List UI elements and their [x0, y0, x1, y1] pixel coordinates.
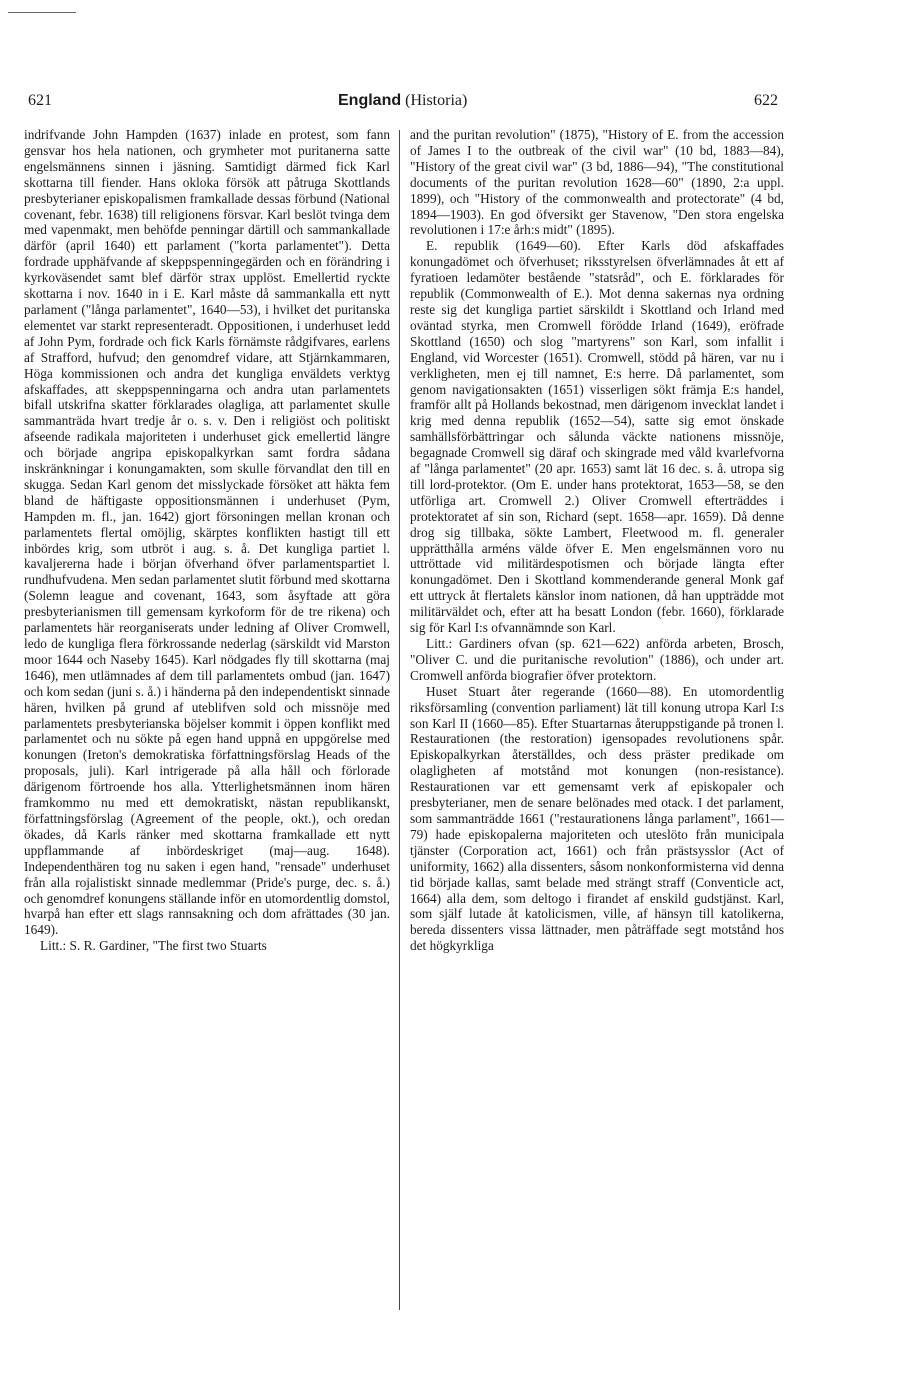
right-paragraph-stuart: Huset Stuart åter regerande (1660—88). En utomordentlig riksförsamling (convention parliament) lät till konung utropa Karl I:s son Karl II (1660—85). Efter Stuartarnas återuppstigande på tronen l. Restaurationen (the restoration) igensopades revolutionens spår. Episkopalkyrkan återställdes, och dess präster predikade om olagligheten af motstånd mot konungen (non-resistance). Restaurationen var ett gemensamt verk af episkopaler och presbyterianer, men de senare belönades med otack. I det parlament, som sammanträdde 1661 ("restaurationens långa parlament", 1661—79) hade episkopalerna majoriteten och uteslöto från municipala tjänster (Corporation act, 1661) och från prästsysslor (Act of uniformity, 1662) alla dissenters, såsom nonkonformisterna vid denna tid började kallas, samt belade med strängt straff (Conventicle act, 1664) alla dem, som deltogo i firandet af enskild gudstjänst. Karl, som själf lutade åt katolicismen, ville, af hänsyn till katolikerna, bereda dissenters vissa lättnader, men påträffade segt motstånd hos det högkyrkliga	[410, 683, 784, 954]
left-literature-paragraph: Litt.: S. R. Gardiner, "The first two Stuarts	[40, 938, 267, 954]
page-number-right: 622	[754, 92, 778, 109]
running-title-keyword: England	[338, 92, 402, 109]
running-title-sub: (Historia)	[405, 92, 468, 109]
left-column	[24, 127, 390, 954]
running-title	[338, 92, 467, 110]
right-paragraph-1: and the puritan revolution" (1875), "History of E. from the accession of James I to the outbreak of the civil war" (10 bd, 1883—84), "History of the great civil war" (3 bd, 1886—94), "The constitutional documents of the puritan revolution 1628—60" (1890, 2:a uppl. 1899), och "History of the commonwealth and protectorate" (4 bd, 1894—1903). En god öfversikt ger Stavenow, "Den stora engelska revolutionen i 17:e årh:s midt" (1895).	[410, 127, 784, 238]
right-paragraph-republic: E. republik (1649—60). Efter Karls död afskaffades konungadömet och öfverhuset; riksstyrelsen öfverlämnades åt ett af fyratioen ledamöter bestående "statsråd", och E. förklarades för republik (Commonwealth of E.). Mot denna sakernas nya ordning reste sig det kungliga partiet särskildt i Skottland och Irland med oväntad styrka, men Cromwell förödde Irland (1649), eröfrade Skottland (1650) och slog "martyrens" son Karl, som infallit i England, vid Worcester (1651). Cromwell, stödd på hären, var nu i verkligheten, men ej till namnet, E:s herre. Då parlamentet, som genom navigationsakten (1651) visserligen sökt främja E:s handel, framför allt på Hollands bekostnad, men därigenom invecklat landet i krig med denna republik (1652—54), satte sig emot önskade samhällsförbättringar och sålunda väckte nationens missnöje, begagnade Cromwell sig däraf och skingrade med våld kvarlefvorna af "långa parlamentet" (20 apr. 1653) samt lät 16 dec. s. å. utropa sig till lord-protektor. (Om E. under hans protektorat, 1653—58, se den utförliga art. Cromwell 2.) Oliver Cromwell efterträddes i protektoratet af sin son, Richard (sept. 1658—apr. 1659). Då denne drog sig tillbaka, sökte Lambert, Fleetwood m. fl. generaler upprätthålla arméns välde öfver E. Men engelsmännen voro nu uttröttade vid militärdespotismen och började längta efter konungadömet. Den i Skottland kommenderande general Monk gaf ett uttryck åt flertalets känslor inom nationen, då han uppträdde mot militärväldet och, efter att ha besatt London (febr. 1660), förklarade sig för Karl I:s ofvannämnde son Karl.	[410, 238, 784, 636]
top-rule	[8, 12, 76, 13]
page-header	[0, 92, 920, 116]
right-column	[410, 127, 784, 954]
left-main-paragraph: indrifvande John Hampden (1637) inlade en protest, som fann gensvar hos hela nationen, och grymheter mot puritanerna satte engelsmännens sinnen i jäsning. Samtidigt därmed fick Karl skottarna till fiender. Hans okloka försök att påtruga Skottlands presbyterianer episkopalismen framkallade dessas förbund (National covenant, febr. 1638) till religionens försvar. Karl beslöt tvinga dem med vapenmakt, men behöfde penningar därtill och sammankallade därför (april 1640) ett parlament ("korta parlamentet"). Detta fordrade upphäfvande af skeppspenningegärden och en förändring i kyrkoväsendet samt blef därför strax upplöst. Emellertid ryckte skottarna i nov. 1640 in i E. Karl måste då sammankalla ett nytt parlament ("långa parlamentet", 1640—53), i hvilket det puritanska elementet var starkt representeradt. Oppositionen, i underhuset ledd af John Pym, fordrade och fick Karls förnämste rådgifvares, earlens af Strafford, hufvud; den genomdref vidare, att Stjärnkammaren, Höga kommissionen och andra det kungliga enväldets verktyg afskaffades, att skeppspenningarna och andra utan parlamentets bifall utskrifna skatter förklarades olagliga, att parlamentet skulle sammanträda hvart tredje år o. s. v. Den i religiöst och politiskt afseende radikala majoriteten i underhuset gick emellertid längre och började angripa episkopalkyrkan samt fordra sådana inskränkningar i konungamakten, som skulle förvandlat den till en skugga. Sedan Karl genom det misslyckade försöket att häkta fem bland de häftigaste oppositionsmännen i underhuset (Pym, Hampden m. fl., jan. 1642) gjort försoningen mellan kronan och parlamentets flertal omöjlig, skärptes konflikten hastigt till ett inbördes krig, som utbröt i aug. s. å. Det kungliga partiet l. kavaljererna hade i början öfverhand öfver parlamentspartiet l. rundhufvudena. Men sedan parlamentet slutit förbund med skottarna (Solemn league and covenant, 1643, som åsyftade att göra presbyterianismen till gemensam kyrkoform för de tre rikena) och parlamentets här reorganiserats under ledning af Oliver Cromwell, ledo de kungliga flera förkrossande nederlag (särskildt vid Marston moor 1644 och Naseby 1645). Karl nödgades fly till skottarna (maj 1646), men utlämnades af dem till parlamentets ombud (jan. 1647) och kom sedan (juni s. å.) i händerna på den independentiskt sinnade hären, hvilken på grund af uteblifven sold och missnöje med parlamentets presbyterianska böjelser kommit i öppen konflikt med parlamentet och nu sökte på egen hand uppnå en uppgörelse med konungen (Ireton's demokratiska författningsförslag Heads of the proposals, juli). Karl intrigerade på alla håll och förlorade därigenom förtroende hos alla. Ytterlighetsmännen inom hären framkommo nu med ett demokratiskt, nästan republikanskt, författningsförslag (Agreement of the people, okt.), och oredan ökades, då Karls ränker med skottarna framkallade ett nytt uppflammande af inbördeskriget (maj—aug. 1648). Independenthären tog nu saken i egen hand, "rensade" underhuset från alla rojalistiskt sinnade medlemmar (Pride's purge, dec. s. å.) och genomdref konungens ställande inför en utomordentlig domstol, hvarpå han efter ett slags rannsakning och dom afrättades (30 jan. 1649).	[24, 127, 390, 938]
right-paragraph-literature: Litt.: Gardiners ofvan (sp. 621—622) anförda arbeten, Brosch, "Oliver C. und die puritanische revolution" (1886), och under art. Cromwell anförda biografier öfver protektorn.	[410, 636, 784, 683]
page-number-left: 621	[28, 92, 52, 109]
column-divider	[399, 130, 400, 1310]
